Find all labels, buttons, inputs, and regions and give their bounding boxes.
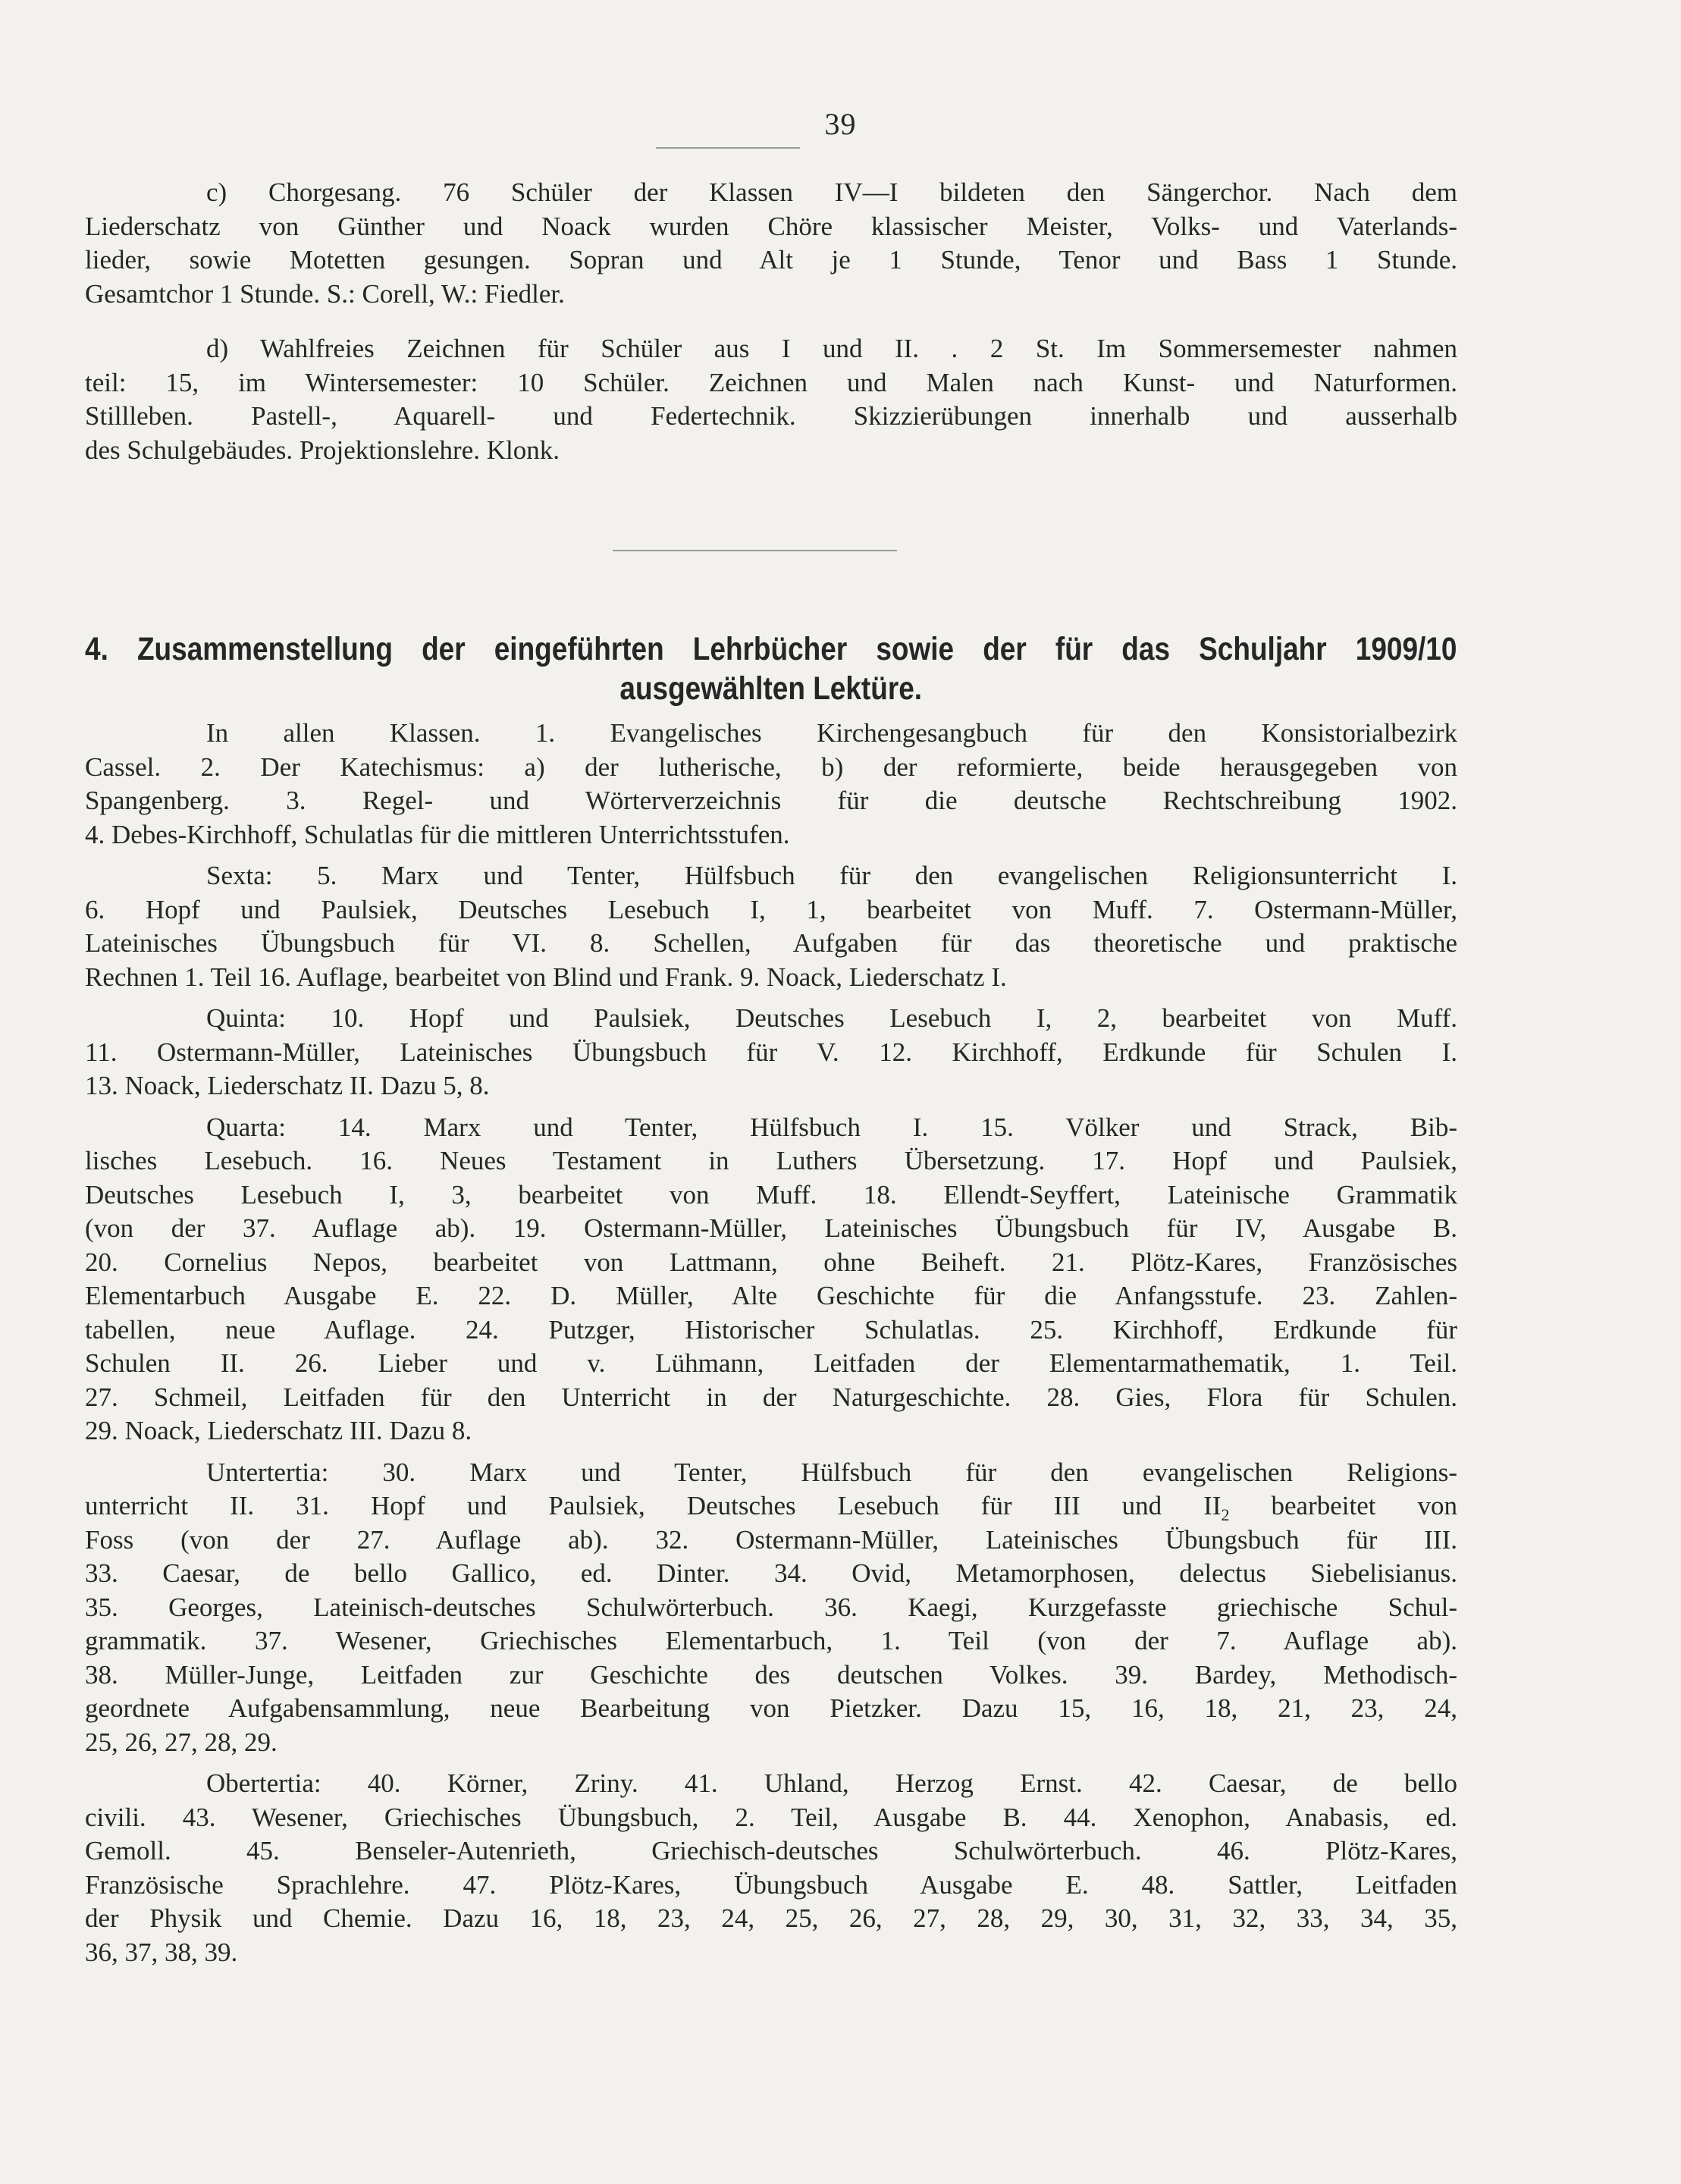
text-line: Lateinisches Übungsbuch für VI. 8. Schellen, Aufgaben für das theoretische und praktische [85,928,1457,958]
text-line: Gesamtchor 1 Stunde. S.: Corell, W.: Fiedler. [85,278,565,309]
text-line: d) Wahlfreies Zeichnen für Schüler aus I und II. . 2 St. Im Sommersemester nahmen [206,334,1457,363]
textbook-list [85,717,1457,1969]
text-line: Cassel. 2. Der Katechismus: a) der lutherische, b) der reformierte, beide herausgegeben von [85,752,1457,782]
text-line: 29. Noack, Liederschatz III. Dazu 8. [85,1416,472,1445]
text-line: 11. Ostermann-Müller, Lateinisches Übungsbuch für V. 12. Kirchhoff, Erdkunde für Schulen I. [85,1037,1457,1067]
text-line: tabellen, neue Auflage. 24. Putzger, Historischer Schulatlas. 25. Kirchhoff, Erdkunde für [85,1314,1457,1345]
text-line: 13. Noack, Liederschatz II. Dazu 5, 8. [85,1071,490,1100]
text-line: Quarta: 14. Marx und Tenter, Hülfsbuch I. 15. Völker und Strack, Bib- [206,1112,1457,1142]
paragraph-sexta [85,859,1457,994]
text-line: Schulen II. 26. Lieber und v. Lühmann, Leitfaden der Elementarmathematik, 1. Teil. [85,1348,1457,1378]
paragraph-alle-klassen [85,717,1457,852]
text-line: der Physik und Chemie. Dazu 16, 18, 23, 24, 25, 26, 27, 28, 29, 30, 31, 32, 33, 34, 35, [85,1903,1457,1933]
top-divider [656,147,800,149]
text-line: Rechnen 1. Teil 16. Auflage, bearbeitet von Blind und Frank. 9. Noack, Liederschatz I. [85,962,1007,992]
heading-line-1: 4. Zusammenstellung der eingeführten Lehrbücher sowie der für das Schuljahr 1909/10 [85,631,1457,667]
paragraph-quinta [85,1002,1457,1103]
text-line: grammatik. 37. Wesener, Griechisches Elementarbuch, 1. Teil (von der 7. Auflage ab). [85,1626,1457,1655]
heading-line-2: ausgewählten Lektüre. [619,670,923,707]
text-line: 36, 37, 38, 39. [85,1937,238,1967]
section-heading [85,629,1457,708]
text-line: Gemoll. 45. Benseler-Autenrieth, Griechisch-deutsches Schulwörterbuch. 46. Plötz-Kares, [85,1836,1457,1866]
text-line: lieder, sowie Motetten gesungen. Sopran und Alt je 1 Stunde, Tenor und Bass 1 Stunde. [85,245,1457,275]
text-line: 35. Georges, Lateinisch-deutsches Schulwörterbuch. 36. Kaegi, Kurzgefasste griechische Schul- [85,1592,1457,1622]
text-line: In allen Klassen. 1. Evangelisches Kirchengesangbuch für den Konsistorialbezirk [206,718,1457,748]
text-line: 20. Cornelius Nepos, bearbeitet von Lattmann, ohne Beiheft. 21. Plötz-Kares, Französisches [85,1247,1457,1277]
section-c-chorgesang [85,176,1457,311]
text-line: Liederschatz von Günther und Noack wurden Chöre klassischer Meister, Volks- und Vaterlands- [85,211,1457,241]
text-line: Stillleben. Pastell-, Aquarell- und Federtechnik. Skizzierübungen innerhalb und ausserhalb [85,401,1457,431]
text-line: Quinta: 10. Hopf und Paulsiek, Deutsches Lesebuch I, 2, bearbeitet von Muff. [206,1003,1457,1033]
text-line: lisches Lesebuch. 16. Neues Testament in Luthers Übersetzung. 17. Hopf und Paulsiek, [85,1146,1457,1175]
paragraph-quarta [85,1111,1457,1448]
text-line: Foss (von der 27. Auflage ab). 32. Ostermann-Müller, Lateinisches Übungsbuch für III. [85,1524,1457,1555]
text-line: des Schulgebäudes. Projektionslehre. Klonk. [85,435,560,465]
text-line: teil: 15, im Wintersemester: 10 Schüler. Zeichnen und Malen nach Kunst- und Naturformen. [85,367,1457,397]
text-line: Obertertia: 40. Körner, Zriny. 41. Uhland, Herzog Ernst. 42. Caesar, de bello [206,1768,1457,1798]
text-line [85,1489,1457,1523]
text-line: 27. Schmeil, Leitfaden für den Unterricht in der Naturgeschichte. 28. Gies, Flora für Schulen. [85,1382,1457,1412]
text-line: 38. Müller-Junge, Leitfaden zur Geschichte des deutschen Volkes. 39. Bardey, Methodisch- [85,1659,1457,1690]
text-span: bearbeitet von [1271,1491,1458,1520]
text-line: 4. Debes-Kirchhoff, Schulatlas für die mittleren Unterrichtsstufen. [85,819,790,849]
page-number: 39 [824,107,857,141]
text-line: Elementarbuch Ausgabe E. 22. D. Müller, Alte Geschichte für die Anfangsstufe. 23. Zahlen- [85,1281,1457,1310]
text-line: geordnete Aufgabensammlung, neue Bearbeitung von Pietzker. Dazu 15, 16, 18, 21, 23, 24, [85,1693,1457,1723]
text-line: 33. Caesar, de bello Gallico, ed. Dinter. 34. Ovid, Metamorphosen, delectus Siebelisianus. [85,1558,1457,1588]
text-line: Spangenberg. 3. Regel- und Wörterverzeichnis für die deutsche Rechtschreibung 1902. [85,786,1457,815]
section-divider [613,550,897,551]
text-line: 6. Hopf und Paulsiek, Deutsches Lesebuch I, 1, bearbeitet von Muff. 7. Ostermann-Müller, [85,894,1457,924]
text-line: Sexta: 5. Marx und Tenter, Hülfsbuch für den evangelischen Religionsunterricht I. [206,861,1457,890]
text-line: c) Chorgesang. 76 Schüler der Klassen IV—I bildeten den Sängerchor. Nach dem [206,177,1457,207]
text-line: (von der 37. Auflage ab). 19. Ostermann-Müller, Lateinisches Übungsbuch für IV, Ausgabe B. [85,1213,1457,1243]
text-line: Untertertia: 30. Marx und Tenter, Hülfsbuch für den evangelischen Religions- [206,1457,1457,1487]
text-line: Französische Sprachlehre. 47. Plötz-Kares, Übungsbuch Ausgabe E. 48. Sattler, Leitfaden [85,1869,1457,1900]
paragraph-untertertia [85,1456,1457,1760]
text-line: Deutsches Lesebuch I, 3, bearbeitet von Muff. 18. Ellendt-Seyffert, Lateinische Grammatik [85,1179,1457,1210]
text-line: 25, 26, 27, 28, 29. [85,1727,278,1757]
paragraph-obertertia [85,1767,1457,1969]
text-span: unterricht II. 31. Hopf und Paulsiek, Deutsches Lesebuch für III und II [85,1491,1222,1520]
text-line: civili. 43. Wesener, Griechisches Übungsbuch, 2. Teil, Ausgabe B. 44. Xenophon, Anabasis, ed. [85,1802,1457,1832]
subscript: 2 [1221,1505,1230,1524]
section-d-zeichnen [85,332,1457,467]
